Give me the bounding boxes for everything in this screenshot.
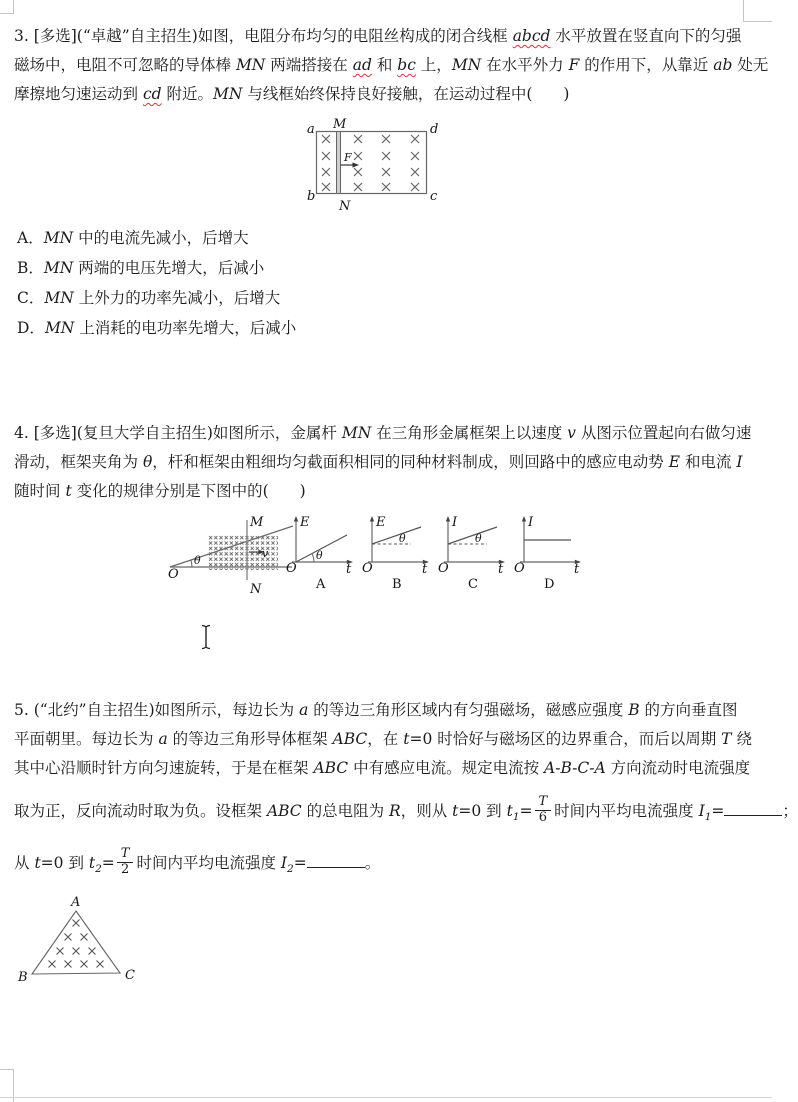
label-M: M: [333, 117, 347, 132]
label-b: b: [307, 189, 316, 204]
q3-line-3: 摩擦地匀速运动到 cd 附近。MN 与线框始终保持良好接触，在运动过程中( ): [14, 85, 570, 103]
label-v: v: [262, 547, 269, 560]
force-F-arrowhead: [353, 162, 360, 167]
label-O: O: [168, 567, 179, 582]
label-N: N: [250, 582, 262, 597]
y-axis-arrowhead: [446, 516, 450, 522]
label-theta: θ: [316, 549, 323, 562]
crop-mark-top-right: [743, 0, 744, 21]
q5-triangle-diagram: [16, 893, 156, 1008]
question-4: [14, 419, 754, 506]
graph-origin: O: [438, 561, 449, 576]
label-F: F: [344, 151, 352, 164]
q3-option-C: C．MN 上外力的功率先减小，后增大: [17, 289, 281, 307]
label-theta: θ: [399, 532, 406, 545]
q5-line-3: 其中心沿顺时针方向匀速旋转，于是在框架 ABC 中有感应电流。规定电流按 A-B-C-A 方向流动时电流强度: [14, 759, 751, 777]
y-axis-arrowhead: [294, 516, 298, 522]
crop-mark-bottom-left: [0, 1069, 13, 1070]
label-theta: θ: [194, 554, 201, 567]
q5-line-5: 从 t=0 到 $t_2=$ $\frac{T}{2}$ 时间内平均电流强度 $I_2=$ 。: [14, 845, 381, 877]
answer-blank[interactable]: [724, 799, 782, 816]
q5-line-4: 取为正，反向流动时取为负。设框架 ABC 的总电阻为 R，则从 t=0 到 $t_1=$ $\frac{T}{6}$ 时间内平均电流强度 $I_1=$ ；: [14, 793, 798, 825]
q3-circuit-diagram: [303, 116, 449, 216]
q5-line-2: 平面朝里。每边长为 a 的等边三角形导体框架 ABC，在 t=0 时恰好与磁场区的边界重合，而后以周期 T 绕: [14, 730, 752, 748]
label-N: N: [339, 199, 351, 214]
graph-ylabel: I: [452, 515, 458, 530]
text-ibeam-cursor: [198, 622, 214, 652]
q3-options: [17, 223, 717, 343]
question-5: [14, 696, 798, 887]
loop-abcd: [317, 132, 427, 194]
q3-line-2: 磁场中，电阻不可忽略的导体棒 MN 两端搭接在 ad 和 bc 上，MN 在水平外力 F 的作用下，从靠近 ab 处无: [14, 56, 769, 74]
graph-xlabel: t: [422, 562, 428, 577]
angle-theta-arc: [312, 554, 314, 562]
graph-letter: C: [468, 577, 478, 592]
crop-mark-top-left: [0, 13, 13, 14]
triangle-frame-ABC: [32, 911, 120, 974]
angle-theta-arc: [191, 560, 192, 567]
graph-ylabel: E: [300, 515, 310, 530]
label-theta: θ: [475, 532, 482, 545]
question-3: [14, 22, 769, 109]
y-axis-arrowhead: [370, 516, 374, 522]
q3-option-D: D．MN 上消耗的电功率先增大，后减小: [17, 319, 297, 337]
q4-frame-diagram: [165, 512, 295, 607]
q4-graph-D: [511, 512, 585, 592]
q4-line-1: 4. [多选](复旦大学自主招生)如图所示，金属杆 MN 在三角形金属框架上以速度 v 从图示位置起向右做匀速: [14, 424, 752, 442]
y-axis-arrowhead: [522, 516, 526, 522]
label-A: A: [71, 895, 81, 910]
graph-ylabel: E: [376, 515, 386, 530]
q3-option-A: A．MN 中的电流先减小，后增大: [17, 229, 249, 247]
rod-MN: [337, 132, 341, 194]
q5-line-1: 5. (“北约”自主招生)如图所示，每边长为 a 的等边三角形区域内有匀强磁场，磁感应强度 B 的方向垂直图: [14, 701, 738, 719]
graph-origin: O: [362, 561, 373, 576]
crop-mark-top-left: [13, 0, 14, 14]
label-M: M: [250, 515, 264, 530]
label-a: a: [307, 122, 315, 137]
page-bottom-edge: [0, 1097, 772, 1098]
graph-letter: A: [316, 577, 326, 592]
q4-line-2: 滑动，框架夹角为 θ，杆和框架由粗细均匀截面积相同的同种材料制成，则回路中的感应电动势 E 和电流 I: [14, 453, 743, 471]
field-into-page-marks: [49, 920, 104, 968]
label-c: c: [430, 189, 438, 204]
q3-line-1: 3. [多选](“卓越”自主招生)如图，电阻分布均匀的电阻丝构成的闭合线框 abcd 水平放置在竖直向下的匀强: [14, 27, 742, 45]
graph-xlabel: t: [498, 562, 504, 577]
graph-xlabel: t: [574, 562, 580, 577]
q3-option-B: B．MN 两端的电压先增大，后减小: [17, 259, 265, 277]
label-d: d: [430, 122, 439, 137]
q4-graph-B: [359, 512, 433, 592]
graph-letter: B: [392, 577, 402, 592]
graph-ylabel: I: [528, 515, 534, 530]
graph-origin: O: [514, 561, 525, 576]
graph-letter: D: [544, 577, 555, 592]
label-B: B: [18, 970, 28, 985]
q4-graph-A: [283, 512, 357, 592]
q4-line-3: 随时间 t 变化的规律分别是下图中的( ): [14, 482, 306, 500]
graph-xlabel: t: [346, 562, 352, 577]
label-C: C: [125, 968, 135, 983]
graph-origin: O: [286, 561, 297, 576]
q4-graph-C: [435, 512, 509, 592]
answer-blank[interactable]: [307, 851, 365, 868]
